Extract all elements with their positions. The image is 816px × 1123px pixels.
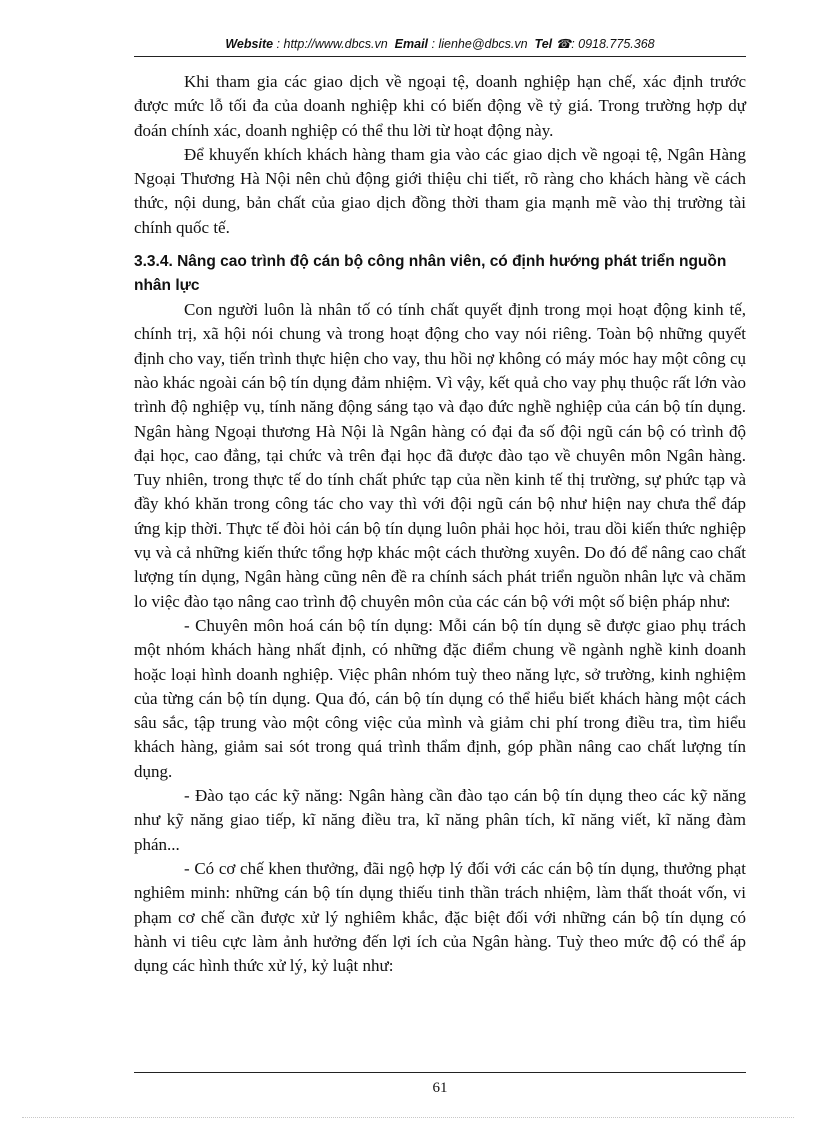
document-body bbox=[134, 70, 746, 978]
paragraph: Khi tham gia các giao dịch về ngoại tệ, doanh nghiệp hạn chế, xác định trước được mức lỗ tối đa của doanh nghiệp khi có biến động về tỷ giá. Trong trường hợp dự đoán chính xác, doanh nghiệp có thể thu lời từ hoạt động này. bbox=[134, 72, 746, 140]
email-link[interactable]: : lienhe@dbcs.vn bbox=[431, 37, 528, 51]
page-header bbox=[134, 36, 746, 51]
paragraph: Để khuyến khích khách hàng tham gia vào các giao dịch về ngoại tệ, Ngân Hàng Ngoại Thương Hà Nội nên chủ động giới thiệu chi tiết, rõ ràng cho khách hàng về cách thức, nội dung, bản chất của giao dịch đồng thời tham gia mạnh mẽ vào thị trường tài chính quốc tế. bbox=[134, 144, 746, 237]
email-label: Email bbox=[394, 37, 429, 51]
paragraph: Con người luôn là nhân tố có tính chất quyết định trong mọi hoạt động kinh tế, chính trị, xã hội nói chung và trong hoạt động cho vay nói riêng. Toàn bộ những quyết định cho vay, tiến trình thực hiện cho vay, thu hồi nợ không có máy móc hay một công cụ nào khác ngoài cán bộ tín dụng đảm nhiệm. Vì vậy, kết quả cho vay phụ thuộc rất lớn vào trình độ nghiệp vụ, tính năng động sáng tạo và đạo đức nghề nghiệp của cán bộ tín dụng. Ngân hàng Ngoại thương Hà Nội là Ngân hàng có đại đa số đội ngũ cán bộ có trình độ đại học, cao đẳng, tại chức và trên đại học đã được đào tạo về chuyên môn Ngân hàng. Tuy nhiên, trong thực tế do tính chất phức tạp của nền kinh tế thị trường, sự phức tạp và đầy khó khăn trong công tác cho vay thì với đội ngũ cán bộ như hiện nay chưa thể đáp ứng kịp thời. Thực tế đòi hỏi cán bộ tín dụng luôn phải học hỏi, trau dồi kiến thức nghiệp vụ và cả những kiến thức tổng hợp khác một cách thường xuyên. Do đó để nâng cao chất lượng tín dụng, Ngân hàng cũng nên đề ra chính sách phát triển nguồn nhân lực và chăm lo việc đào tạo nâng cao trình độ chuyên môn của các cán bộ với một số biện pháp như: bbox=[134, 300, 746, 611]
header-divider bbox=[134, 56, 746, 57]
tel-label: Tel bbox=[534, 37, 553, 51]
list-item: - Đào tạo các kỹ năng: Ngân hàng cần đào tạo cán bộ tín dụng theo các kỹ năng như kỹ năng giao tiếp, kĩ năng điều tra, kĩ năng phân tích, kĩ năng viết, kĩ năng đàm phán... bbox=[134, 786, 746, 854]
list-item: - Có cơ chế khen thưởng, đãi ngộ hợp lý đối với các cán bộ tín dụng, thưởng phạt nghiêm minh: những cán bộ tín dụng thiếu tinh thần trách nhiệm, làm thất thoát vốn, vi phạm cơ chế cần được xử lý nghiêm khắc, đặc biệt đối với những cán bộ tín dụng có hành vi tiêu cực làm ảnh hưởng đến lợi ích của Ngân hàng. Tuỳ theo mức độ có thể áp dụng các hình thức xử lý, kỷ luật như: bbox=[134, 858, 746, 976]
page-number: 61 bbox=[432, 1080, 448, 1096]
tel-value: ☎: 0918.775.368 bbox=[555, 37, 655, 51]
page-edge-dotted-line bbox=[22, 1117, 794, 1118]
website-link[interactable]: : http://www.dbcs.vn bbox=[276, 37, 388, 51]
website-label: Website bbox=[225, 37, 274, 51]
list-item: - Chuyên môn hoá cán bộ tín dụng: Mỗi cán bộ tín dụng sẽ được giao phụ trách một nhóm khách hàng nhất định, có những đặc điểm chung về ngành nghề kinh doanh hoặc loại hình doanh nghiệp. Việc phân nhóm tuỳ theo năng lực, sở trường, kinh nghiệm của từng cán bộ tín dụng. Qua đó, cán bộ tín dụng có thể hiểu biết khách hàng một cách sâu sắc, tập trung vào một công việc của mình và giảm chi phí trong điều tra, tìm hiểu khách hàng, giảm sai sót trong quá trình thẩm định, góp phần nâng cao chất lượng tín dụng. bbox=[134, 615, 746, 781]
footer-divider bbox=[134, 1072, 746, 1073]
section-heading: 3.3.4. Nâng cao trình độ cán bộ công nhân viên, có định hướng phát triển nguồn nhân lực bbox=[134, 253, 727, 295]
